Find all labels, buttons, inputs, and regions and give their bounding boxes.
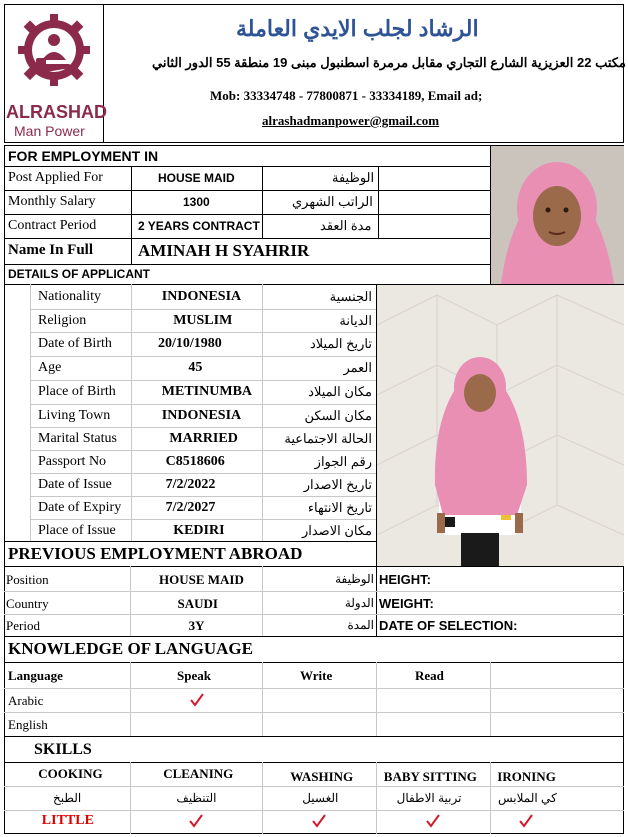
skills-section-title: SKILLS <box>34 741 92 758</box>
language-col-header: Language <box>8 668 63 683</box>
language-english-label: English <box>8 717 48 732</box>
previous-value: SAUDI <box>177 596 218 611</box>
applicant-full-body-photo <box>377 285 624 566</box>
detail-value: INDONESIA <box>161 408 242 423</box>
company-contact: Mob: 33334748 - 77800871 - 33334189, Email ad; <box>210 88 483 103</box>
monthly-salary-label: Monthly Salary <box>8 194 96 209</box>
detail-label-ar: الحالة الاجتماعية <box>284 431 372 446</box>
skill-name-ar: الطبخ <box>53 791 82 805</box>
detail-value: MUSLIM <box>173 313 233 328</box>
full-name-value: AMINAH H SYAHRIR <box>138 241 310 260</box>
contract-period-label-ar: مدة العقد <box>320 218 372 233</box>
detail-label-ar: الديانة <box>339 313 372 328</box>
detail-label: Date of Issue <box>38 477 112 492</box>
detail-value: 7/2/2027 <box>165 500 216 515</box>
detail-label-ar: العمر <box>343 360 372 375</box>
detail-value: 7/2/2022 <box>165 477 216 492</box>
employment-section-title: FOR EMPLOYMENT IN <box>8 148 159 164</box>
detail-label: Marital Status <box>38 431 117 446</box>
detail-label: Place of Birth <box>38 384 116 399</box>
contract-period-label: Contract Period <box>8 218 97 233</box>
skill-name: BABY SITTING <box>383 769 477 784</box>
details-section-title: DETAILS OF APPLICANT <box>8 267 150 281</box>
detail-value: 45 <box>188 360 203 375</box>
previous-label: Country <box>6 596 49 611</box>
company-email: alrashadmanpower@gmail.com <box>262 113 440 128</box>
previous-label: Period <box>6 618 40 633</box>
previous-label-ar: الوظيفة <box>335 572 374 586</box>
read-col-header: Read <box>415 668 444 683</box>
previous-value: 3Y <box>188 618 205 633</box>
detail-value: C8518606 <box>165 454 225 469</box>
post-applied-label: Post Applied For <box>8 170 103 185</box>
monthly-salary-value: 1300 <box>183 195 210 209</box>
company-logo <box>6 8 107 140</box>
date-of-selection-label: DATE OF SELECTION: <box>379 618 518 633</box>
skill-name: COOKING <box>38 766 103 781</box>
detail-label-ar: مكان الميلاد <box>308 384 372 399</box>
skill-level-check-icon <box>426 814 440 828</box>
detail-label: Religion <box>38 313 87 328</box>
detail-label-ar: الجنسية <box>329 289 372 304</box>
detail-label: Passport No <box>38 454 107 469</box>
skill-name: WASHING <box>290 769 354 784</box>
detail-label-ar: رقم الجواز <box>314 454 372 469</box>
skill-level-check-icon <box>519 814 533 828</box>
logo-name: ALRASHAD <box>6 102 107 122</box>
previous-label-ar: المدة <box>347 618 374 632</box>
language-section-title: KNOWLEDGE OF LANGUAGE <box>8 639 253 658</box>
skill-name: CLEANING <box>163 766 234 781</box>
detail-value: MARRIED <box>169 431 238 446</box>
skill-name: IRONING <box>497 769 556 784</box>
language-arabic-label: Arabic <box>8 693 44 708</box>
detail-value: 20/10/1980 <box>158 336 222 351</box>
skill-name-ar: تربية الاطفال <box>396 791 462 805</box>
skill-level: LITTLE <box>41 813 94 828</box>
detail-label: Living Town <box>38 408 111 423</box>
arabic-speak-check-icon <box>190 693 204 707</box>
detail-label-ar: مكان الاصدار <box>301 523 372 538</box>
previous-section-title: PREVIOUS EMPLOYMENT ABROAD <box>8 544 303 563</box>
previous-label-ar: الدولة <box>344 596 374 610</box>
detail-label-ar: مكان السكن <box>304 408 372 423</box>
detail-label: Date of Expiry <box>38 500 122 515</box>
write-col-header: Write <box>300 668 333 683</box>
monthly-salary-label-ar: الراتب الشهري <box>292 194 373 209</box>
detail-label: Place of Issue <box>38 523 116 538</box>
skill-level-check-icon <box>312 814 326 828</box>
skill-name-ar: التنظيف <box>176 791 217 805</box>
logo-tagline: Man Power <box>14 123 85 139</box>
detail-label: Date of Birth <box>38 336 112 351</box>
detail-value: METINUMBA <box>161 384 253 399</box>
previous-label: Position <box>6 572 49 587</box>
applicant-portrait-photo <box>491 146 624 284</box>
detail-label: Age <box>38 360 62 375</box>
company-address-ar: مكتب 22 العزيزية الشارع التجاري مقابل مرمرة اسطنبول مبنى 19 منطقة 55 الدور الثاني <box>152 55 626 70</box>
speak-col-header: Speak <box>177 668 211 683</box>
detail-value: INDONESIA <box>161 289 242 304</box>
contract-period-value: 2 YEARS CONTRACT <box>138 219 260 233</box>
full-name-label: Name In Full <box>8 242 94 258</box>
detail-label-ar: تاريخ الاصدار <box>303 477 372 492</box>
skill-name-ar: كي الملابس <box>498 791 557 805</box>
detail-label-ar: تاريخ الميلاد <box>309 336 372 351</box>
detail-value: KEDIRI <box>173 523 225 538</box>
post-applied-label-ar: الوظيفة <box>332 170 375 185</box>
detail-label-ar: تاريخ الانتهاء <box>307 500 372 515</box>
skill-name-ar: الغسيل <box>302 791 339 805</box>
height-label: HEIGHT: <box>379 572 431 587</box>
skill-level-check-icon <box>189 814 203 828</box>
company-title-ar: الرشاد لجلب الايدي العاملة <box>236 16 479 41</box>
previous-value: HOUSE MAID <box>159 572 244 587</box>
detail-label: Nationality <box>38 289 101 304</box>
post-applied-value: HOUSE MAID <box>158 171 235 185</box>
weight-label: WEIGHT: <box>379 596 434 611</box>
